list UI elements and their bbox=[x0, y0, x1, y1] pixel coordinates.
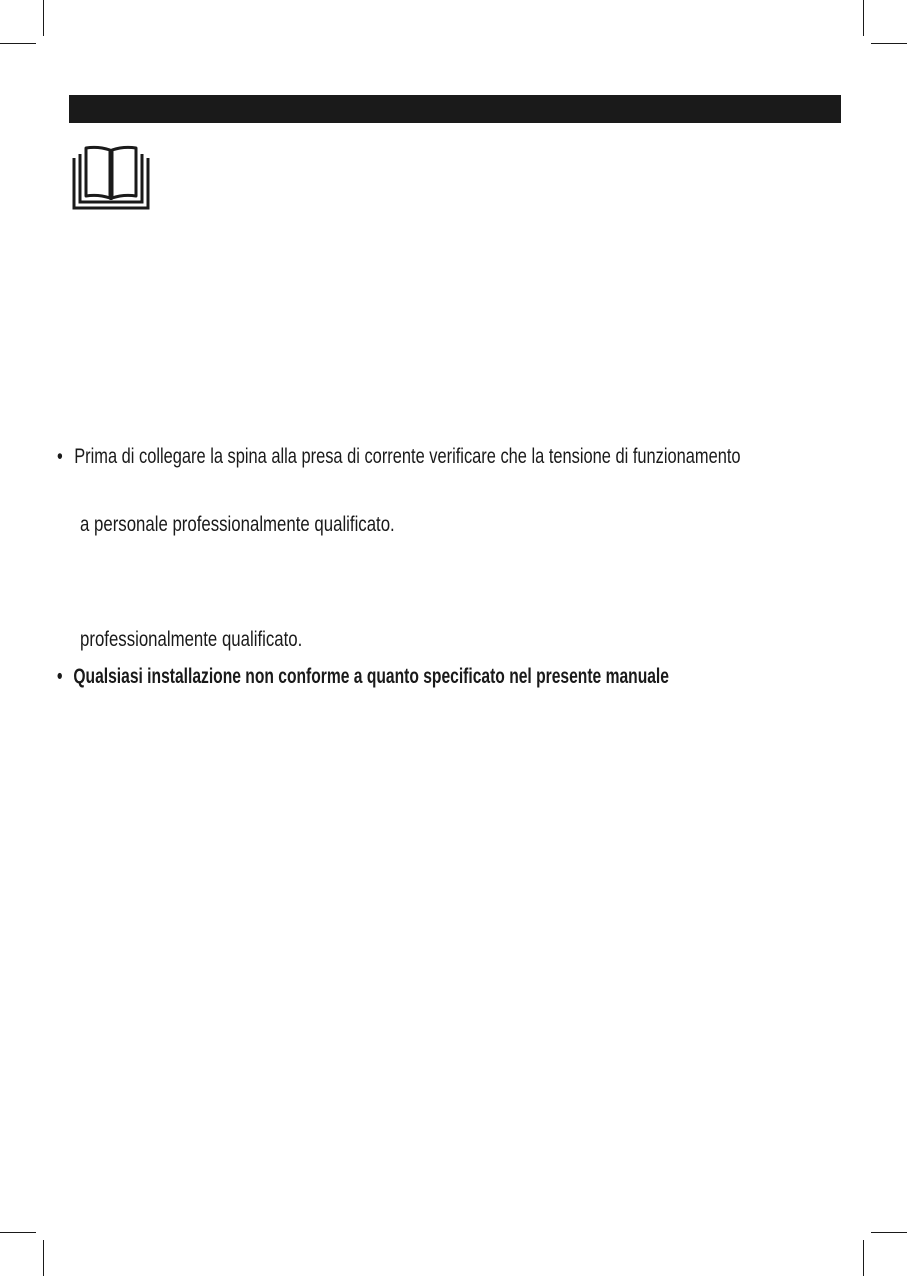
crop-mark bbox=[863, 1240, 864, 1276]
list-item-warning bbox=[57, 664, 669, 690]
crop-mark bbox=[43, 0, 44, 36]
crop-mark bbox=[0, 1232, 36, 1233]
list-item bbox=[57, 444, 741, 470]
paragraph-text: Prima di collegare la spina alla presa di corrente verificare che la tensione di funzionamento bbox=[74, 445, 741, 468]
section-header-bar bbox=[69, 95, 841, 123]
paragraph-text: a personale professionalmente qualificato. bbox=[80, 513, 395, 536]
crop-mark bbox=[871, 1232, 907, 1233]
crop-mark bbox=[863, 0, 864, 36]
paragraph-text: Qualsiasi installazione non conforme a quanto specificato nel presente manuale bbox=[73, 665, 669, 688]
crop-mark bbox=[871, 43, 907, 44]
bullet: • bbox=[57, 665, 63, 688]
crop-mark bbox=[0, 43, 36, 44]
list-item-continuation bbox=[80, 627, 302, 653]
open-book-icon bbox=[72, 144, 150, 210]
paragraph-text: professionalmente qualificato. bbox=[80, 628, 303, 651]
list-item-continuation bbox=[80, 512, 395, 538]
bullet: • bbox=[57, 445, 63, 468]
crop-mark bbox=[43, 1240, 44, 1276]
